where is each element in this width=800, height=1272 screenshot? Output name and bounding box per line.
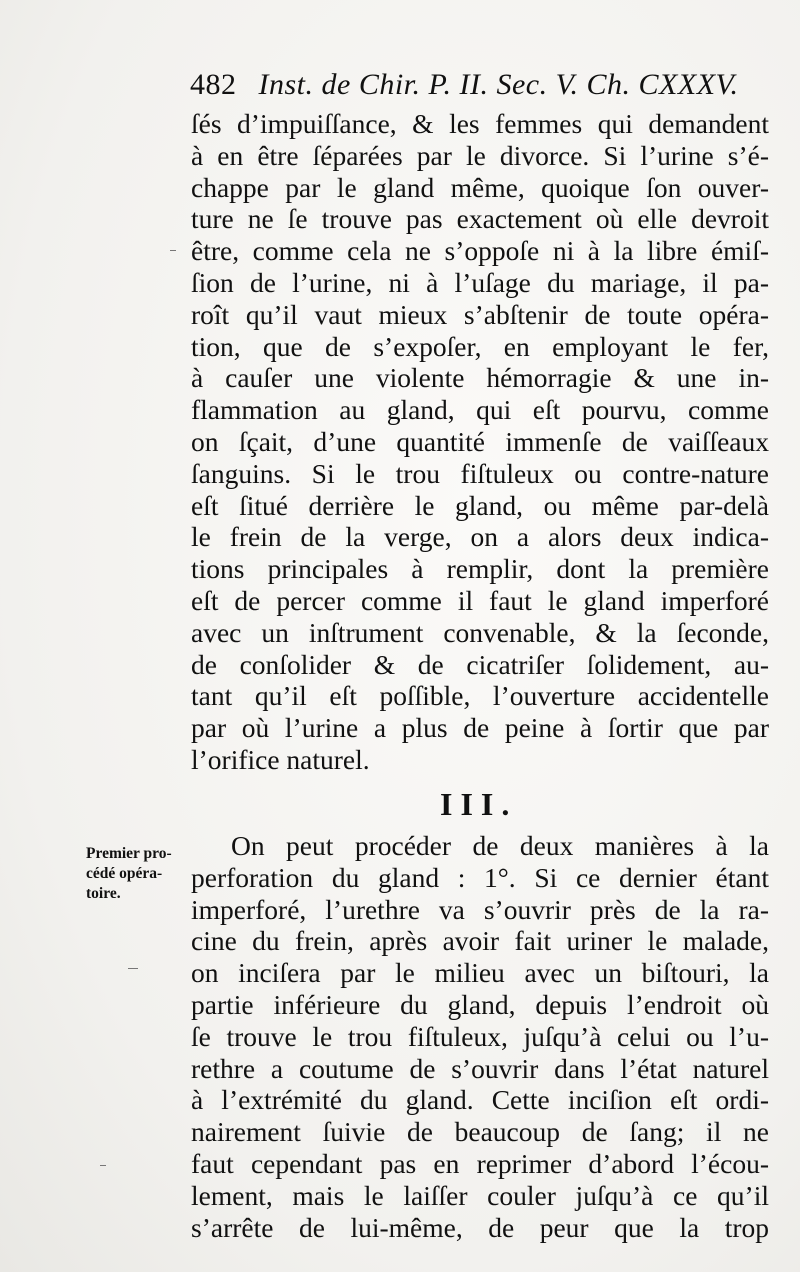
- text-line: imperforé, l’urethre va s’ouvrir près de la ra-: [191, 893, 769, 925]
- running-title: Inst. de Chir. P. II. Sec. V. Ch. CXXXV.: [258, 68, 739, 101]
- section-number: III.: [440, 786, 518, 822]
- text-line: on ſçait, d’une quantité immenſe de vaiſſeaux: [191, 425, 769, 457]
- text-line: roît qu’il vaut mieux s’abſtenir de toute opéra-: [191, 298, 769, 330]
- paragraph-2: [191, 830, 769, 1243]
- paragraph-1: [191, 108, 769, 776]
- text-line: perforation du gland : 1°. Si ce dernier étant: [191, 861, 769, 893]
- text-line: eſt de percer comme il faut le gland imperforé: [191, 584, 769, 616]
- margin-note-line: Premier pro-: [86, 845, 172, 862]
- text-line: s’arrête de lui-même, de peur que la trop: [191, 1211, 769, 1243]
- text-line: nairement ſuivie de beaucoup de ſang; il ne: [191, 1116, 769, 1148]
- margin-note: [86, 844, 196, 904]
- text-line: à l’extrémité du gland. Cette inciſion eſt ordi-: [191, 1084, 769, 1116]
- margin-mark: [128, 968, 138, 969]
- text-line: ture ne ſe trouve pas exactement où elle devroit: [191, 203, 769, 235]
- text-line: partie inférieure du gland, depuis l’endroit où: [191, 988, 769, 1020]
- text-line: rethre a coutume de s’ouvrir dans l’état naturel: [191, 1052, 769, 1084]
- text-line: ſion de l’urine, ni à l’uſage du mariage, il pa-: [191, 266, 769, 298]
- margin-note-line: cédé opéra-: [86, 865, 163, 882]
- text-line: l’orifice naturel.: [191, 743, 370, 775]
- margin-mark: [100, 1165, 106, 1166]
- text-line: être, comme cela ne s’oppoſe ni à la libre émiſ-: [191, 235, 769, 267]
- text-line: on inciſera par le milieu avec un biſtouri, la: [191, 957, 769, 989]
- margin-mark: [170, 250, 176, 251]
- text-line: à cauſer une violente hémorragie & une in-: [191, 362, 769, 394]
- running-header: [190, 68, 770, 110]
- text-line: lement, mais le laiſſer couler juſqu’à ce qu’il: [191, 1179, 769, 1211]
- text-line: faut cependant pas en reprimer d’abord l’écou-: [191, 1147, 769, 1179]
- text-line: ſe trouve le trou fiſtuleux, juſqu’à celui ou l’u-: [191, 1020, 769, 1052]
- text-line: flammation au gland, qui eſt pourvu, comme: [191, 394, 769, 426]
- text-line: avec un inſtrument convenable, & la ſeconde,: [191, 616, 769, 648]
- text-line: tions principales à remplir, dont la première: [191, 553, 769, 585]
- text-line: par où l’urine a plus de peine à ſortir que par: [191, 712, 769, 744]
- text-line: ſanguins. Si le trou fiſtuleux ou contre-nature: [191, 457, 769, 489]
- text-line: tant qu’il eſt poſſible, l’ouverture accidentelle: [191, 680, 769, 712]
- text-line: chappe par le gland même, quoique ſon ouver-: [191, 171, 769, 203]
- text-line: à en être ſéparées par le divorce. Si l’urine s’é-: [191, 139, 769, 171]
- margin-note-line: toire.: [86, 885, 121, 902]
- text-line: ſés d’impuiſſance, & les femmes qui demandent: [191, 108, 769, 139]
- text-line: tion, que de s’expoſer, en employant le fer,: [191, 330, 769, 362]
- text-line: cine du frein, après avoir fait uriner le malade,: [191, 925, 769, 957]
- text-line: On peut procéder de deux manières à la: [231, 830, 769, 861]
- text-line: eſt ſitué derrière le gland, ou même par-delà: [191, 489, 769, 521]
- page-number: 482: [190, 68, 237, 101]
- text-line: de conſolider & de cicatriſer ſolidement, au-: [191, 648, 769, 680]
- text-line: le frein de la verge, on a alors deux indica-: [191, 521, 769, 553]
